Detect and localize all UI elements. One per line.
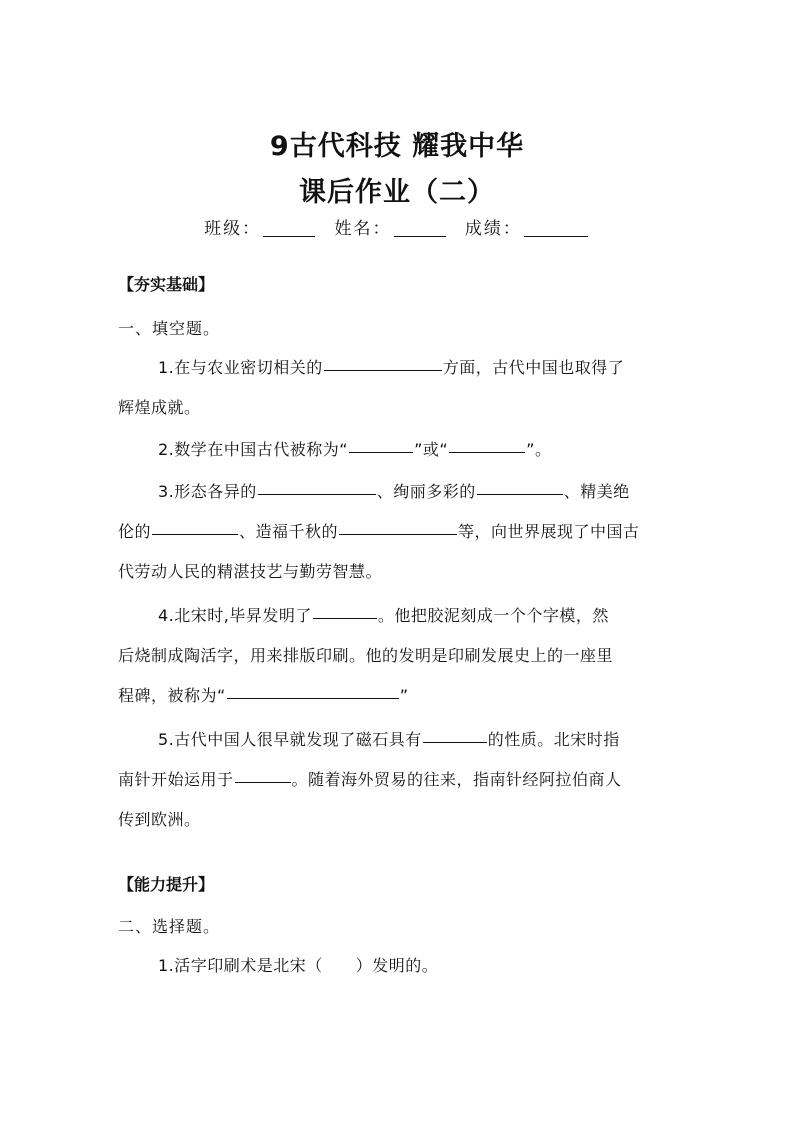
question-text: ”。 xyxy=(526,440,552,459)
answer-blank[interactable] xyxy=(324,369,442,371)
question-type-fill-blank: 一、填空题。 xyxy=(118,319,221,338)
question-text: 1.在与农业密切相关的 xyxy=(158,358,323,377)
worksheet-subtitle: 课后作业（二） xyxy=(299,177,495,208)
question-text: 3.形态各异的 xyxy=(158,482,257,501)
answer-blank[interactable] xyxy=(449,451,525,453)
answer-blank[interactable] xyxy=(339,533,457,535)
question-text: 2.数学在中国古代被称为“ xyxy=(158,440,349,459)
question-text: 、造福千秋的 xyxy=(239,522,339,541)
question-text: 伦的 xyxy=(118,522,152,541)
question-text: 、绚丽多彩的 xyxy=(376,482,476,501)
question-1 xyxy=(118,348,678,428)
answer-blank[interactable] xyxy=(235,781,291,783)
question-text: 1.活字印刷术是北宋（ ）发明的。 xyxy=(158,956,439,975)
question-text: 。他把胶泥刻成一个个字模，然 xyxy=(377,606,609,625)
question-text: 5.古代中国人很早就发现了磁石具有 xyxy=(158,730,422,749)
question-text: 方面，古代中国也取得了 xyxy=(442,358,625,377)
score-label: 成绩： xyxy=(464,219,522,239)
question-text: 的性质。北宋时指 xyxy=(487,730,620,749)
score-blank[interactable] xyxy=(524,235,588,237)
question-text: 辉煌成就。 xyxy=(118,398,201,417)
answer-blank[interactable] xyxy=(227,697,399,699)
question-text: 等，向世界展现了中国古 xyxy=(458,522,640,541)
answer-blank[interactable] xyxy=(423,741,487,743)
question-text: ” xyxy=(399,686,409,705)
section-heading-improvement: 【能力提升】 xyxy=(118,875,215,894)
answer-blank[interactable] xyxy=(349,451,413,453)
class-label: 班级： xyxy=(204,219,262,239)
worksheet-title: 9古代科技 耀我中华 xyxy=(269,131,525,162)
question-4 xyxy=(118,596,678,716)
choice-question-1 xyxy=(118,946,678,986)
student-info-line xyxy=(0,214,794,239)
question-type-multiple-choice: 二、选择题。 xyxy=(118,917,221,936)
question-text: 后烧制成陶活字，用来排版印刷。他的发明是印刷发展史上的一座里 xyxy=(118,646,614,665)
name-label: 姓名： xyxy=(334,219,392,239)
question-text: 4.北宋时,毕昇发明了 xyxy=(158,606,312,625)
question-5 xyxy=(118,720,678,840)
name-blank[interactable] xyxy=(394,235,446,237)
question-text: ”或“ xyxy=(414,440,449,459)
question-3 xyxy=(118,472,678,592)
question-text: 南针开始运用于 xyxy=(118,770,234,789)
question-2 xyxy=(118,430,678,470)
answer-blank[interactable] xyxy=(313,617,377,619)
answer-blank[interactable] xyxy=(477,493,563,495)
question-text: 传到欧洲。 xyxy=(118,810,201,829)
answer-blank[interactable] xyxy=(258,493,376,495)
question-text: 、精美绝 xyxy=(563,482,630,501)
question-text: 。随着海外贸易的往来，指南针经阿拉伯商人 xyxy=(291,770,622,789)
section-heading-basics: 【夯实基础】 xyxy=(118,275,215,294)
question-text: 代劳动人民的精湛技艺与勤劳智慧。 xyxy=(118,562,383,581)
answer-blank[interactable] xyxy=(152,533,238,535)
question-text: 程碑，被称为“ xyxy=(118,686,226,705)
class-blank[interactable] xyxy=(263,235,315,237)
